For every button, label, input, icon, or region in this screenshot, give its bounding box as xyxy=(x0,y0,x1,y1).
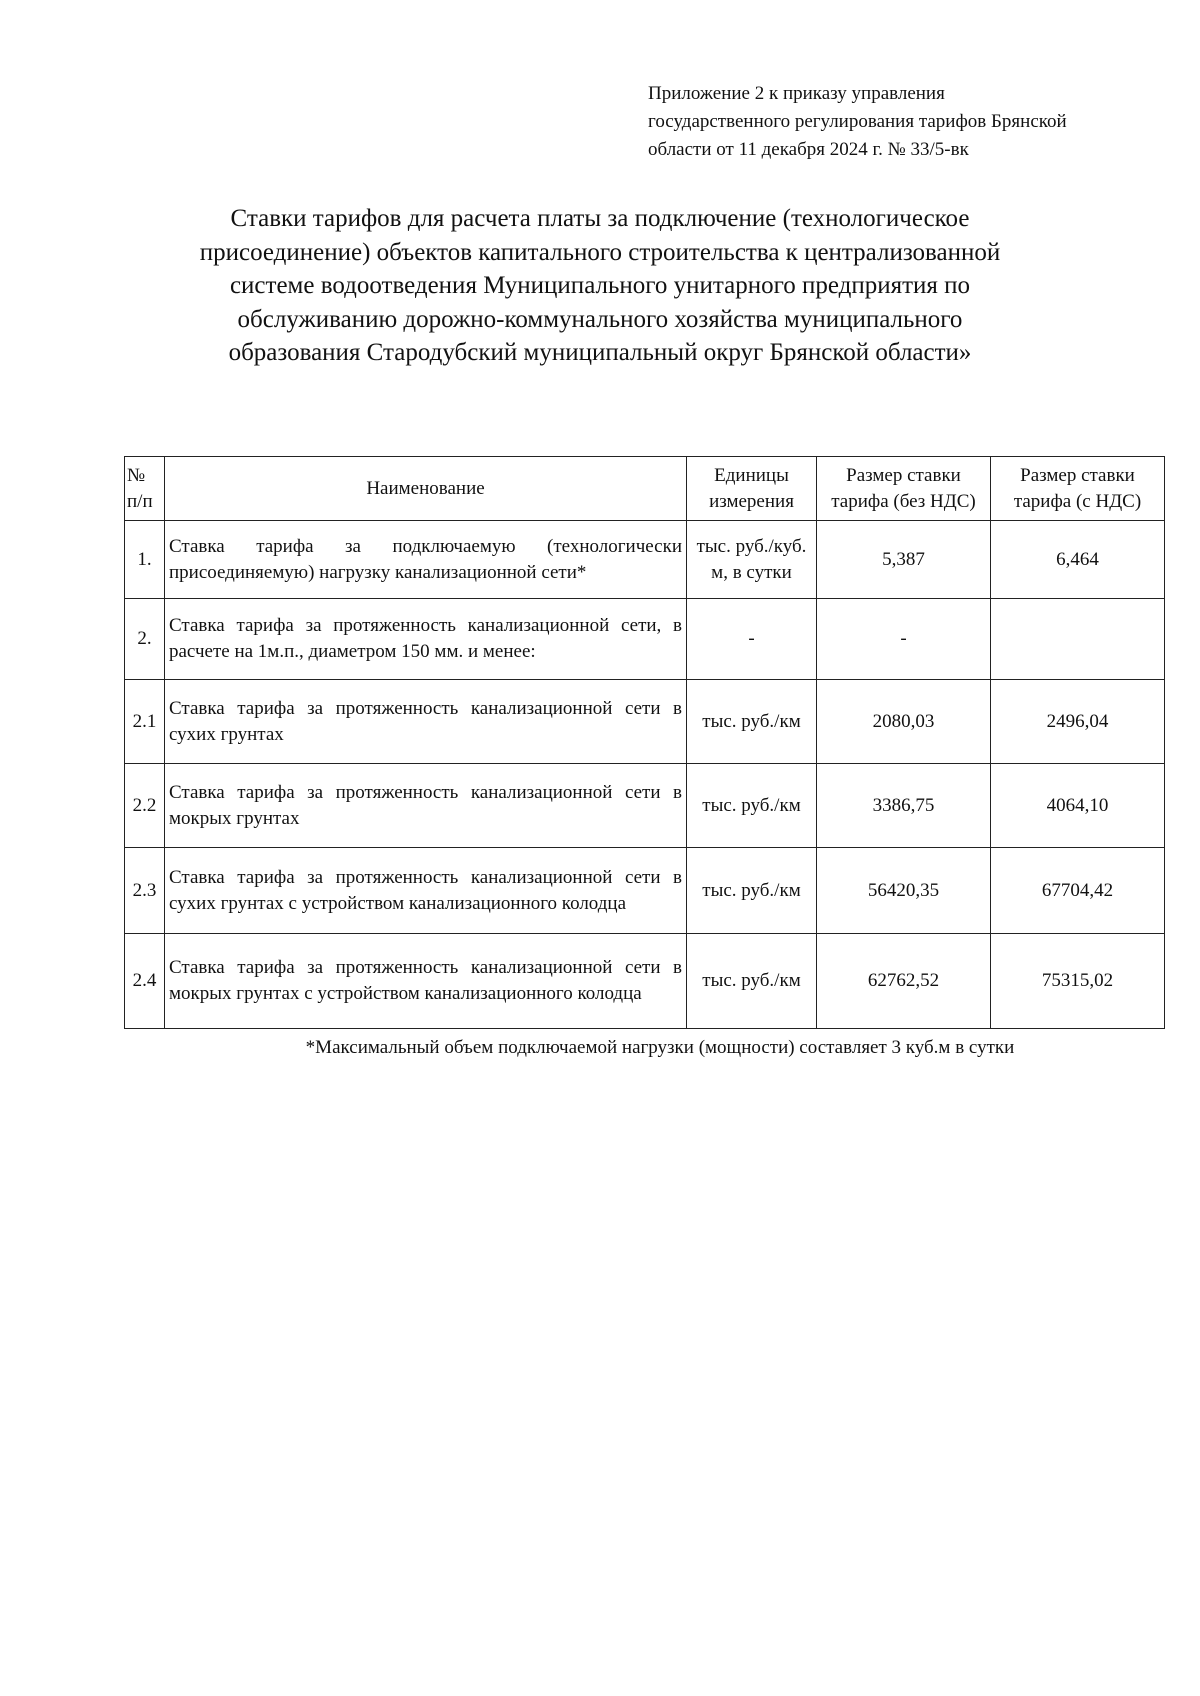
row-rate-vat: 4064,10 xyxy=(991,764,1165,848)
row-rate-no-vat: 3386,75 xyxy=(817,764,991,848)
row-rate-vat: 2496,04 xyxy=(991,680,1165,764)
row-num: 1. xyxy=(125,521,165,599)
row-rate-vat xyxy=(991,599,1165,680)
row-rate-vat: 6,464 xyxy=(991,521,1165,599)
row-num: 2.4 xyxy=(125,934,165,1029)
row-rate-no-vat: 62762,52 xyxy=(817,934,991,1029)
row-rate-no-vat: - xyxy=(817,599,991,680)
header-rate-vat: Размер ставки тарифа (с НДС) xyxy=(991,457,1165,521)
row-name: Ставка тарифа за протяженность канализационной сети в мокрых грунтах xyxy=(165,764,687,848)
row-unit: тыс. руб./куб. м, в сутки xyxy=(687,521,817,599)
row-unit: тыс. руб./км xyxy=(687,764,817,848)
row-name: Ставка тарифа за протяженность канализационной сети в мокрых грунтах с устройством канализационного колодца xyxy=(165,934,687,1029)
header-rate-no-vat: Размер ставки тарифа (без НДС) xyxy=(817,457,991,521)
header-name: Наименование xyxy=(165,457,687,521)
tariff-table xyxy=(124,456,1165,1029)
title-line: присоединение) объектов капитального строительства к централизованной xyxy=(199,238,1001,266)
row-unit: - xyxy=(687,599,817,680)
title-line: образования Стародубский муниципальный округ Брянской области» xyxy=(228,339,972,366)
annex-line: области от 11 декабря 2024 г. № 33/5-вк xyxy=(648,139,969,160)
title-line: обслуживанию дорожно-коммунального хозяйства муниципального xyxy=(237,305,963,333)
row-rate-no-vat: 56420,35 xyxy=(817,848,991,934)
row-unit: тыс. руб./км xyxy=(687,848,817,934)
row-name: Ставка тарифа за протяженность канализационной сети в сухих грунтах с устройством канализационного колодца xyxy=(165,848,687,934)
table-row xyxy=(125,934,1165,1029)
annex-line: Приложение 2 к приказу управления xyxy=(648,83,945,104)
row-num: 2.2 xyxy=(125,764,165,848)
row-rate-no-vat: 5,387 xyxy=(817,521,991,599)
table-row xyxy=(125,599,1165,680)
row-unit: тыс. руб./км xyxy=(687,934,817,1029)
row-name: Ставка тарифа за подключаемую (технологически присоединяемую) нагрузку канализационной сети* xyxy=(165,521,687,599)
title-line: системе водоотведения Муниципального унитарного предприятия по xyxy=(229,272,971,299)
annex-header xyxy=(648,80,1168,164)
row-num: 2. xyxy=(125,599,165,680)
table-row xyxy=(125,764,1165,848)
table-header-row xyxy=(125,457,1165,521)
header-num: № п/п xyxy=(125,457,165,521)
annex-line: государственного регулирования тарифов Брянской xyxy=(648,111,1067,132)
row-name: Ставка тарифа за протяженность канализационной сети в сухих грунтах xyxy=(165,680,687,764)
row-name: Ставка тарифа за протяженность канализационной сети, в расчете на 1м.п., диаметром 150 мм. и менее: xyxy=(165,599,687,680)
row-num: 2.1 xyxy=(125,680,165,764)
row-num: 2.3 xyxy=(125,848,165,934)
row-unit: тыс. руб./км xyxy=(687,680,817,764)
table-row xyxy=(125,521,1165,599)
table-row xyxy=(125,848,1165,934)
header-unit: Единицы измерения xyxy=(687,457,817,521)
row-rate-vat: 67704,42 xyxy=(991,848,1165,934)
document-title xyxy=(150,202,1050,370)
row-rate-vat: 75315,02 xyxy=(991,934,1165,1029)
table-row xyxy=(125,680,1165,764)
row-rate-no-vat: 2080,03 xyxy=(817,680,991,764)
title-line: Ставки тарифов для расчета платы за подключение (технологическое xyxy=(230,205,970,232)
footnote: *Максимальный объем подключаемой нагрузки (мощности) составляет 3 куб.м в сутки xyxy=(305,1037,1015,1058)
